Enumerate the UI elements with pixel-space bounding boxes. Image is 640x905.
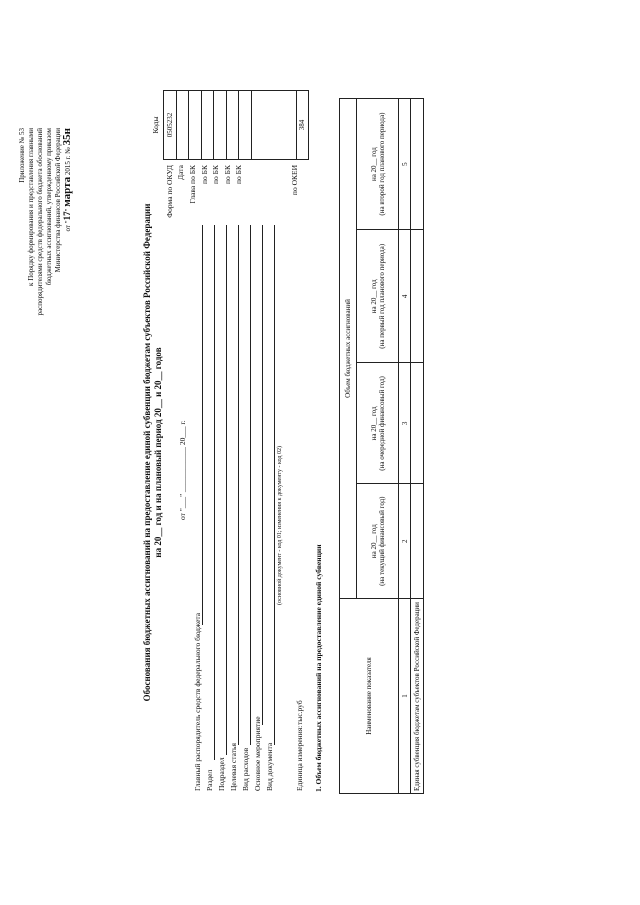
- code-label: Форма по ОКУД: [165, 165, 174, 218]
- codes-header: Коды: [151, 116, 160, 134]
- field-line: [262, 225, 263, 725]
- field-line: [214, 225, 215, 760]
- field-label: Подраздел: [217, 757, 226, 791]
- column-number: 5: [399, 99, 411, 230]
- column-header: Наименование показателя: [340, 599, 399, 794]
- table-cell: [411, 484, 424, 599]
- document-date-line: от "___" ____________ 20___ г.: [178, 420, 187, 520]
- column-number: 1: [399, 599, 411, 794]
- approval-line: к Порядку формирования и представления главными: [27, 128, 35, 286]
- handwritten-month: марта: [61, 176, 73, 207]
- codes-row: [201, 91, 214, 160]
- codes-row: [164, 91, 177, 160]
- code-label: по ОКЕИ: [290, 165, 299, 196]
- codes-row: [176, 91, 189, 160]
- section-heading: 1. Объем бюджетных ассигнований на предоставление единой субвенции: [314, 544, 323, 792]
- code-value: [226, 91, 239, 160]
- document-subtitle: на 20__ год и на плановый период 20__ и 20__ годов: [153, 347, 163, 558]
- column-header: на 20__ год (на второй год планового периода): [357, 99, 399, 230]
- codes-row: [239, 91, 252, 160]
- field-label: Основное мероприятие: [253, 716, 262, 791]
- column-number-row: [399, 99, 411, 794]
- codes-row: [214, 91, 227, 160]
- code-value: [201, 91, 214, 160]
- code-value: [251, 91, 296, 160]
- table-header-row: [340, 99, 357, 794]
- approval-line: распорядителями средств федерального бюджета обоснований: [36, 128, 44, 316]
- unit-value: тыс.руб: [295, 700, 304, 725]
- field-label: Главный распорядитель средств федерального бюджета: [193, 612, 202, 791]
- handwritten-day: 17: [62, 211, 72, 221]
- field-label: Вид расходов: [241, 747, 250, 791]
- column-header: на 20__ год (на очередной финансовый год): [357, 363, 399, 484]
- code-label: по БК: [211, 165, 220, 184]
- codes-row: [296, 91, 309, 160]
- code-value: [214, 91, 227, 160]
- column-header: на 20__ год (на первый год планового периода): [357, 230, 399, 363]
- field-label: Раздел: [205, 769, 214, 791]
- code-value: [176, 91, 189, 160]
- column-number: 2: [399, 484, 411, 599]
- table-cell: [411, 363, 424, 484]
- column-number: 4: [399, 230, 411, 363]
- appropriations-table: [339, 98, 424, 794]
- column-header: на 20__ год (на текущий финансовый год): [357, 484, 399, 599]
- field-line: [226, 225, 227, 755]
- code-value: [189, 91, 202, 160]
- column-number: 3: [399, 363, 411, 484]
- approval-block: [18, 128, 73, 315]
- document-type-note: (основной документ - код 01; изменения к документу - код 02): [277, 446, 283, 605]
- field-line: [274, 225, 275, 745]
- code-label: по БК: [200, 165, 209, 184]
- table-cell: [411, 230, 424, 363]
- codes-row: [189, 91, 202, 160]
- table-cell: [411, 99, 424, 230]
- code-label: Глава по БК: [188, 165, 197, 204]
- code-value: 0505232: [164, 91, 177, 160]
- code-value: [239, 91, 252, 160]
- codes-table: [163, 90, 309, 160]
- codes-row: [251, 91, 296, 160]
- appendix-number: Приложение № 53: [18, 128, 26, 183]
- field-line: [238, 225, 239, 745]
- approval-line: бюджетных ассигнований, утвержденному приказом: [45, 128, 53, 286]
- code-value: 384: [296, 91, 309, 160]
- handwritten-number: 35н: [61, 128, 73, 146]
- codes-row: [226, 91, 239, 160]
- table-row: [411, 99, 424, 794]
- field-line: [250, 225, 251, 745]
- row-label: Единая субвенция бюджетам субъектов Российской Федерации: [411, 599, 424, 794]
- column-group-header: Объем бюджетных ассигнований: [340, 99, 357, 599]
- approval-line: Министерства финансов Российской Федерации: [54, 128, 62, 273]
- code-label: по БК: [234, 165, 243, 184]
- code-label: по БК: [223, 165, 232, 184]
- code-label: Дата: [176, 165, 185, 180]
- field-line: [202, 225, 203, 625]
- unit-label: Единица измерения:: [295, 725, 304, 791]
- field-label: Вид документа: [265, 742, 274, 791]
- document-title: Обоснования бюджетных ассигнований на предоставление единой субвенции бюджетам субъектов Российской Федерации: [142, 203, 152, 702]
- approval-date-line: от "17" марта 2015 г. № 35н: [61, 128, 73, 232]
- field-label: Целевая статья: [229, 743, 238, 791]
